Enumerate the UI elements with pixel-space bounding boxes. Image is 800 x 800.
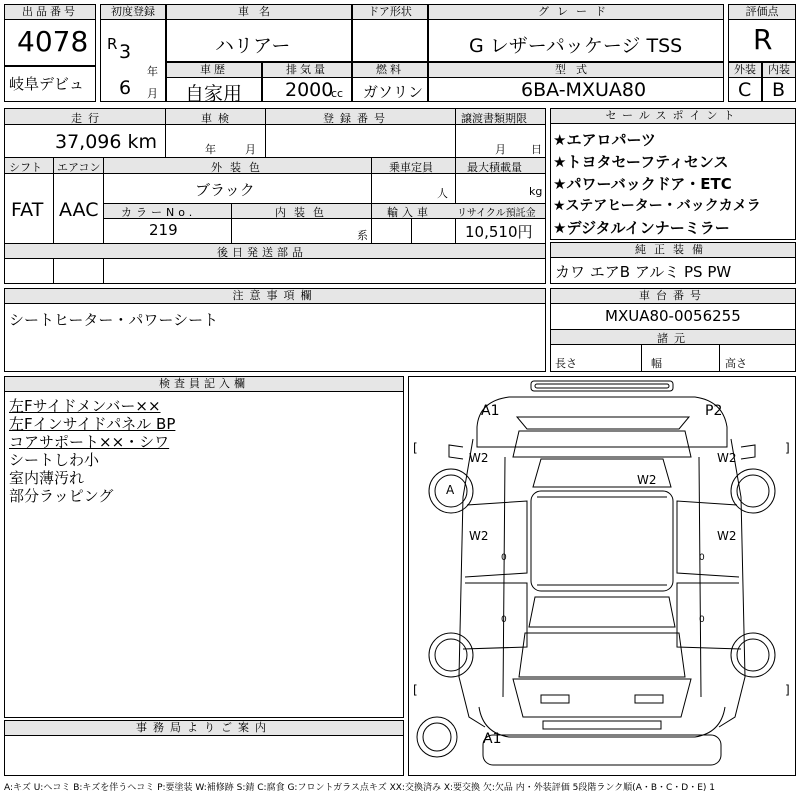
chassis-box xyxy=(550,288,796,372)
mark-zero: 0 xyxy=(501,615,507,625)
int-grade-box xyxy=(762,62,796,102)
mark-zero: 0 xyxy=(699,553,705,563)
sales-point-item: ★エアロパーツ xyxy=(553,131,656,149)
mark-zero: 0 xyxy=(699,615,705,625)
mark-zero: 0 xyxy=(501,553,507,563)
mark-w2-front-right: W2 xyxy=(717,451,737,465)
inspector-line: 左Fインサイドパネル BP xyxy=(9,415,176,433)
vehicle-info-block xyxy=(4,108,546,284)
score-box xyxy=(728,4,796,62)
ext-grade-label: 外装 xyxy=(729,63,761,78)
fuel-value: ガソリン xyxy=(363,83,424,101)
notes-value: シートヒーター・パワーシート xyxy=(9,311,219,329)
transfer-label: 譲渡書類期限 xyxy=(461,112,527,125)
fuel-label: 燃料 xyxy=(353,63,427,78)
debut-label: 岐阜デビュ xyxy=(9,75,85,93)
import-label: 輸入車 xyxy=(387,206,432,219)
transfer-day-unit: 日 xyxy=(531,143,542,156)
mark-w2-rear-left: W2 xyxy=(469,529,489,543)
model-box xyxy=(428,62,724,102)
ac-value: AAC xyxy=(59,199,99,221)
month-unit: 月 xyxy=(147,87,158,100)
legend: A:キズ U:ヘコミ B:キズを伴うヘコミ P:要塗装 W:補修跡 S:錆 C:腐食 G:フロントガラス点キズ XX:交換済み X:要交換 欠:欠品 内・外装評価 5段階ランク順(A・B・C・D・E) 1 xyxy=(4,783,716,793)
inspector-line: 左Fサイドメンバー×× xyxy=(9,397,161,415)
capacity-label: 乗車定員 xyxy=(389,161,433,174)
ac-label: エアコン xyxy=(57,161,101,174)
mileage-value: 37,096 km xyxy=(55,131,158,153)
displacement-box xyxy=(262,62,352,102)
lot-number-box xyxy=(4,4,96,66)
inspector-label: 検査員記入欄 xyxy=(5,377,403,392)
shift-value: FAT xyxy=(11,199,44,221)
int-color-unit: 系 xyxy=(357,229,368,242)
displacement-unit: cc xyxy=(331,87,344,100)
int-grade-label: 内装 xyxy=(763,63,795,78)
first-reg-label: 初度登録 xyxy=(101,5,165,20)
lot-number-label: 出品番号 xyxy=(5,5,95,20)
sales-points-box xyxy=(550,108,796,240)
payload-unit: kg xyxy=(529,185,543,198)
inspector-line: コアサポート××・シワ xyxy=(9,433,170,451)
grade-box xyxy=(428,4,724,62)
inspection-label: 車検 xyxy=(201,112,235,125)
grade-value: G レザーパッケージ TSS xyxy=(469,35,683,57)
color-no-value: 219 xyxy=(149,221,178,239)
mileage-label: 走行 xyxy=(71,112,105,125)
ext-grade-value: C xyxy=(738,79,752,101)
inspector-line: 室内薄汚れ xyxy=(9,469,85,487)
mark-w2-roof: W2 xyxy=(637,473,657,487)
later-parts-label: 後日発送部品 xyxy=(217,246,307,259)
history-label: 車歴 xyxy=(167,63,261,78)
notes-label: 注意事項欄 xyxy=(5,289,545,304)
height-label: 高さ xyxy=(725,357,747,370)
ext-grade-box xyxy=(728,62,762,102)
car-name-label: 車名 xyxy=(167,5,351,20)
sales-point-item: ★ステアヒーター・バックカメラ xyxy=(553,198,761,214)
mark-a-wheel: A xyxy=(446,483,455,497)
car-name-box xyxy=(166,4,352,62)
mark-bracket-right-2: ] xyxy=(785,683,790,697)
grade-label: グレード xyxy=(429,5,723,20)
lot-number: 4078 xyxy=(17,25,89,58)
recycle-label: リサイクル預託金 xyxy=(457,208,536,219)
notes-box xyxy=(4,288,546,372)
chassis-value: MXUA80-0056255 xyxy=(605,307,741,325)
era: R xyxy=(107,35,118,53)
score-label: 評価点 xyxy=(729,5,795,20)
payload-label: 最大積載量 xyxy=(467,161,522,174)
inspection-year-unit: 年 xyxy=(205,143,216,156)
mark-p2: P2 xyxy=(705,403,723,419)
dimensions-label: 諸元 xyxy=(657,332,691,345)
year-number: 3 xyxy=(119,41,132,63)
equipment-value: カワ エアB アルミ PS PW xyxy=(555,263,732,281)
history-value: 自家用 xyxy=(185,83,243,105)
mark-a1-top: A1 xyxy=(481,403,500,419)
car-diagram xyxy=(408,376,796,776)
inspector-box xyxy=(4,376,404,718)
reg-no-label: 登録番号 xyxy=(323,112,391,125)
int-grade-value: B xyxy=(772,79,786,101)
chassis-label: 車台番号 xyxy=(551,289,795,304)
office-label: 事務局よりご案内 xyxy=(5,721,403,736)
score-value: R xyxy=(753,23,773,56)
inspector-line: シートしわ小 xyxy=(9,451,100,469)
sales-points-label: セールスポイント xyxy=(551,109,795,124)
capacity-unit: 人 xyxy=(437,187,448,200)
debut-box xyxy=(4,66,96,102)
transfer-month-unit: 月 xyxy=(495,143,506,156)
displacement-value: 2000 xyxy=(285,79,334,101)
equipment-label: 純正装備 xyxy=(551,243,795,258)
displacement-label: 排気量 xyxy=(263,63,351,78)
recycle-value: 10,510円 xyxy=(465,223,533,241)
history-box xyxy=(166,62,262,105)
color-label: 外装色 xyxy=(211,161,268,174)
year-unit: 年 xyxy=(147,65,158,78)
first-reg-box xyxy=(100,4,166,102)
model-label: 型式 xyxy=(429,63,723,78)
inspection-month-unit: 月 xyxy=(245,143,256,156)
mark-w2-front-left: W2 xyxy=(469,451,489,465)
inspector-line: 部分ラッピング xyxy=(9,487,114,505)
car-outline xyxy=(409,377,795,775)
fuel-box xyxy=(352,62,428,102)
sales-point-item: ★パワーバックドア・ETC xyxy=(553,175,732,193)
int-color-label: 内装色 xyxy=(275,206,332,219)
month-number: 6 xyxy=(119,77,132,99)
door-box xyxy=(352,4,428,62)
mark-bracket-left-1: [ xyxy=(413,441,418,455)
office-box xyxy=(4,720,404,776)
shift-label: シフト xyxy=(9,161,42,174)
length-label: 長さ xyxy=(555,357,577,370)
mark-a1-bottom: A1 xyxy=(483,731,502,747)
door-label: ドア形状 xyxy=(353,5,427,20)
color-value: ブラック xyxy=(195,181,255,199)
sales-point-item: ★デジタルインナーミラー xyxy=(553,219,730,237)
equipment-box xyxy=(550,242,796,284)
model-value: 6BA-MXUA80 xyxy=(521,79,647,101)
mark-bracket-left-2: [ xyxy=(413,683,418,697)
car-name: ハリアー xyxy=(215,35,291,57)
mark-w2-rear-right: W2 xyxy=(717,529,737,543)
sales-point-item: ★トヨタセーフティセンス xyxy=(553,153,729,171)
color-no-label: カラーNo. xyxy=(121,206,197,219)
width-label: 幅 xyxy=(651,357,662,370)
mark-bracket-right-1: ] xyxy=(785,441,790,455)
